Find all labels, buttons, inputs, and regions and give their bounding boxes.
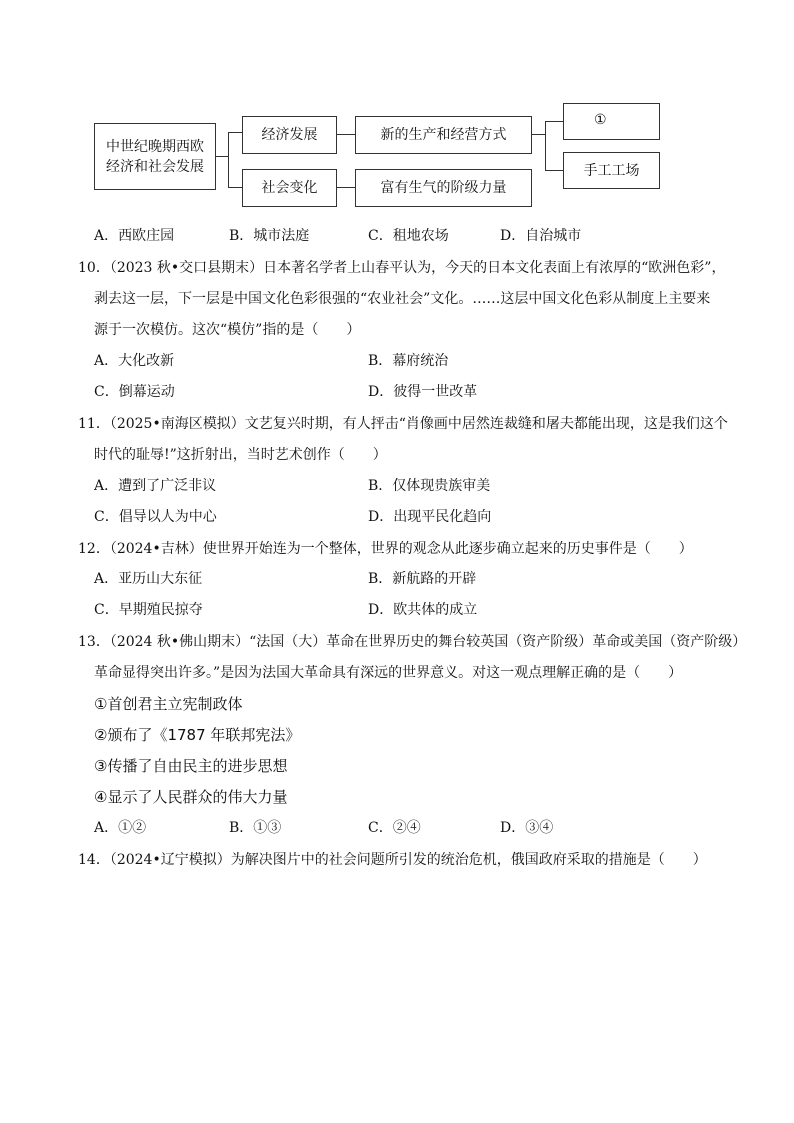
q12-stem-line1: 12．（2024•吉林）使世界开始连为一个整体，世界的观念从此逐步确立起来的历史事件是（ ） (78, 541, 693, 557)
connector-line (337, 134, 355, 135)
q11-stem-line1: 11．（2025•南海区模拟）文艺复兴时期，有人抨击“肖像画中居然连裁缝和屠夫都能出现，这是我们这个 (78, 416, 728, 432)
q10-option-d: D．彼得一世改革 (368, 384, 478, 400)
q12-option-d: D．欧共体的成立 (368, 602, 478, 618)
connector-line (337, 187, 355, 188)
q13-statement-2: ②颁布了《1787 年联邦宪法》 (94, 726, 301, 744)
q12-option-b: B．新航路的开辟 (368, 571, 477, 587)
q11-option-d: D．出现平民化趋向 (368, 509, 492, 525)
q13-option-a: A．①② (94, 820, 147, 836)
q10-option-c: C．倒幕运动 (94, 384, 175, 400)
q13-stem-line2: 革命显得突出许多。”是因为法国大革命具有深远的世界意义。对这一观点理解正确的是（ ） (94, 665, 683, 681)
q13-option-c: C．②④ (368, 820, 421, 836)
diagram-blank-box: ① (563, 103, 660, 140)
q11-option-b: B．仅体现贵族审美 (368, 478, 491, 494)
q10-option-a: A．大化改新 (94, 353, 175, 369)
q10-stem-line2: 剥去这一层，下一层是中国文化色彩很强的“农业社会”文化。……这层中国文化色彩从制度上主要来 (94, 291, 711, 307)
connector-line (545, 121, 563, 122)
q9-option-a: A．西欧庄园 (94, 228, 175, 244)
diagram-workshop-box: 手工工场 (563, 152, 660, 189)
diagram-econ-detail-box: 新的生产和经营方式 (355, 116, 532, 154)
q11-option-a: A．遭到了广泛非议 (94, 478, 217, 494)
diagram-root-box: 中世纪晚期西欧 经济和社会发展 (94, 123, 216, 190)
diagram-social-box: 社会变化 (242, 169, 337, 207)
connector-line (545, 121, 546, 170)
connector-line (228, 132, 242, 133)
q14-stem-line1: 14．（2024•辽宁模拟）为解决图片中的社会问题所引发的统治危机，俄国政府采取的措施是（ ） (78, 852, 707, 868)
q9-option-c: C．租地农场 (368, 228, 449, 244)
connector-line (545, 170, 563, 171)
q12-option-a: A．亚历山大东征 (94, 571, 203, 587)
q9-option-d: D．自治城市 (500, 228, 582, 244)
q12-option-c: C．早期殖民掠夺 (94, 602, 203, 618)
q9-option-b: B．城市法庭 (229, 228, 310, 244)
diagram-econ-box: 经济发展 (242, 116, 337, 154)
q13-stem-line1: 13．（2024 秋•佛山期末）“法国（大）革命在世界历史的舞台较英国（资产阶级）革命或美国（资产阶级） (78, 634, 747, 650)
q11-option-c: C．倡导以人为中心 (94, 509, 217, 525)
q13-statement-1: ①首创君主立宪制政体 (94, 695, 243, 713)
q13-option-d: D．③④ (500, 820, 554, 836)
connector-line (532, 134, 545, 135)
q10-option-b: B．幕府统治 (368, 353, 449, 369)
connector-line (228, 132, 229, 188)
diagram-social-detail-box: 富有生气的阶级力量 (355, 169, 532, 207)
q10-stem-line3: 源于一次模仿。这次“模仿”指的是（ ） (94, 322, 361, 338)
q13-statement-4: ④显示了人民群众的伟大力量 (94, 788, 288, 806)
connector-line (216, 156, 228, 157)
q10-stem-line1: 10．（2023 秋•交口县期末）日本著名学者上山春平认为，今天的日本文化表面上有浓厚的“欧洲色彩”， (78, 260, 726, 276)
q13-option-b: B．①③ (229, 820, 282, 836)
q11-stem-line2: 时代的耻辱!”这折射出，当时艺术创作（ ） (94, 447, 387, 463)
q13-statement-3: ③传播了自由民主的进步思想 (94, 757, 288, 775)
connector-line (228, 187, 242, 188)
